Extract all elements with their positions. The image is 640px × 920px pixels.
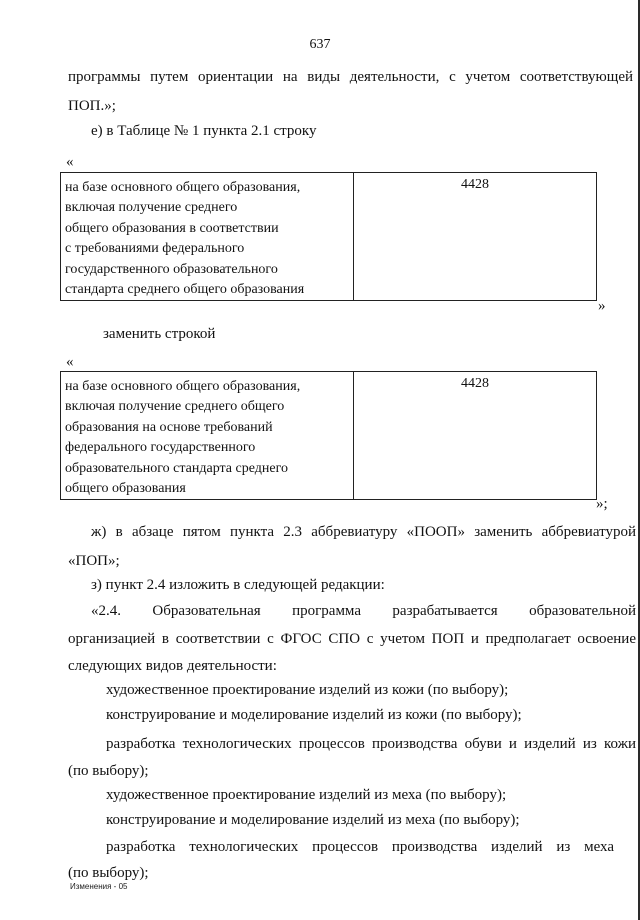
table-cell-line: включая получение среднего общего <box>65 399 285 415</box>
paragraph-line: ПОП.»; <box>68 98 116 114</box>
paragraph-line: е) в Таблице № 1 пункта 2.1 строку <box>91 123 317 139</box>
table-cell-line: государственного образовательного <box>65 261 278 277</box>
table-cell-line: с требованиями федерального <box>65 241 245 257</box>
paragraph-line: заменить строкой <box>103 326 216 342</box>
paragraph-line: «ПОП»; <box>68 553 120 569</box>
table-cell-line: на базе основного общего образования, <box>65 180 301 195</box>
table-cell-line: общего образования <box>65 480 186 496</box>
table-cell-line: на базе основного общего образования, <box>65 379 301 394</box>
paragraph-line: программы путем ориентации на виды деятельности, с учетом соответствующей <box>68 69 633 85</box>
table-old-row <box>60 172 597 301</box>
table-old-value: 4428 <box>354 173 597 301</box>
table-new-description <box>61 372 354 500</box>
list-item: конструирование и моделирование изделий из меха (по выбору); <box>106 812 520 828</box>
page-number: 637 <box>309 37 331 52</box>
table-cell-line: общего образования в соответствии <box>65 220 279 236</box>
list-item: художественное проектирование изделий из кожи (по выбору); <box>106 682 509 698</box>
list-item: конструирование и моделирование изделий из кожи (по выбору); <box>106 707 522 723</box>
paragraph-line: ж) в абзаце пятом пункта 2.3 аббревиатуру «ПООП» заменить аббревиатурой <box>91 524 636 540</box>
list-item-continuation: (по выбору); <box>68 865 149 881</box>
table-new-row <box>60 371 597 500</box>
paragraph-line: з) пункт 2.4 изложить в следующей редакции: <box>91 577 385 593</box>
list-item: разработка технологических процессов производства изделий из меха <box>106 839 614 855</box>
closing-quote: » <box>598 298 606 314</box>
opening-quote: « <box>66 154 74 170</box>
footer-note: Изменения - 05 <box>70 882 128 891</box>
table-cell-line: включая получение среднего <box>65 200 238 216</box>
table-old-description <box>61 173 354 301</box>
list-item: разработка технологических процессов производства обуви и изделий из кожи <box>106 736 636 752</box>
opening-quote: « <box>66 354 74 370</box>
paragraph-line: организацией в соответствии с ФГОС СПО с учетом ПОП и предполагает освоение <box>68 631 636 647</box>
table-cell-line: федерального государственного <box>65 440 256 456</box>
closing-quote: »; <box>596 496 608 512</box>
list-item: художественное проектирование изделий из меха (по выбору); <box>106 787 507 803</box>
table-new-value: 4428 <box>354 372 597 500</box>
table-cell-line: образования на основе требований <box>65 419 273 435</box>
list-item-continuation: (по выбору); <box>68 763 149 779</box>
paragraph-line: «2.4. Образовательная программа разрабатывается образовательной <box>91 603 636 619</box>
paragraph-line: следующих видов деятельности: <box>68 658 277 674</box>
table-cell-line: стандарта среднего общего образования <box>65 281 305 297</box>
table-cell-line: образовательного стандарта среднего <box>65 460 288 476</box>
